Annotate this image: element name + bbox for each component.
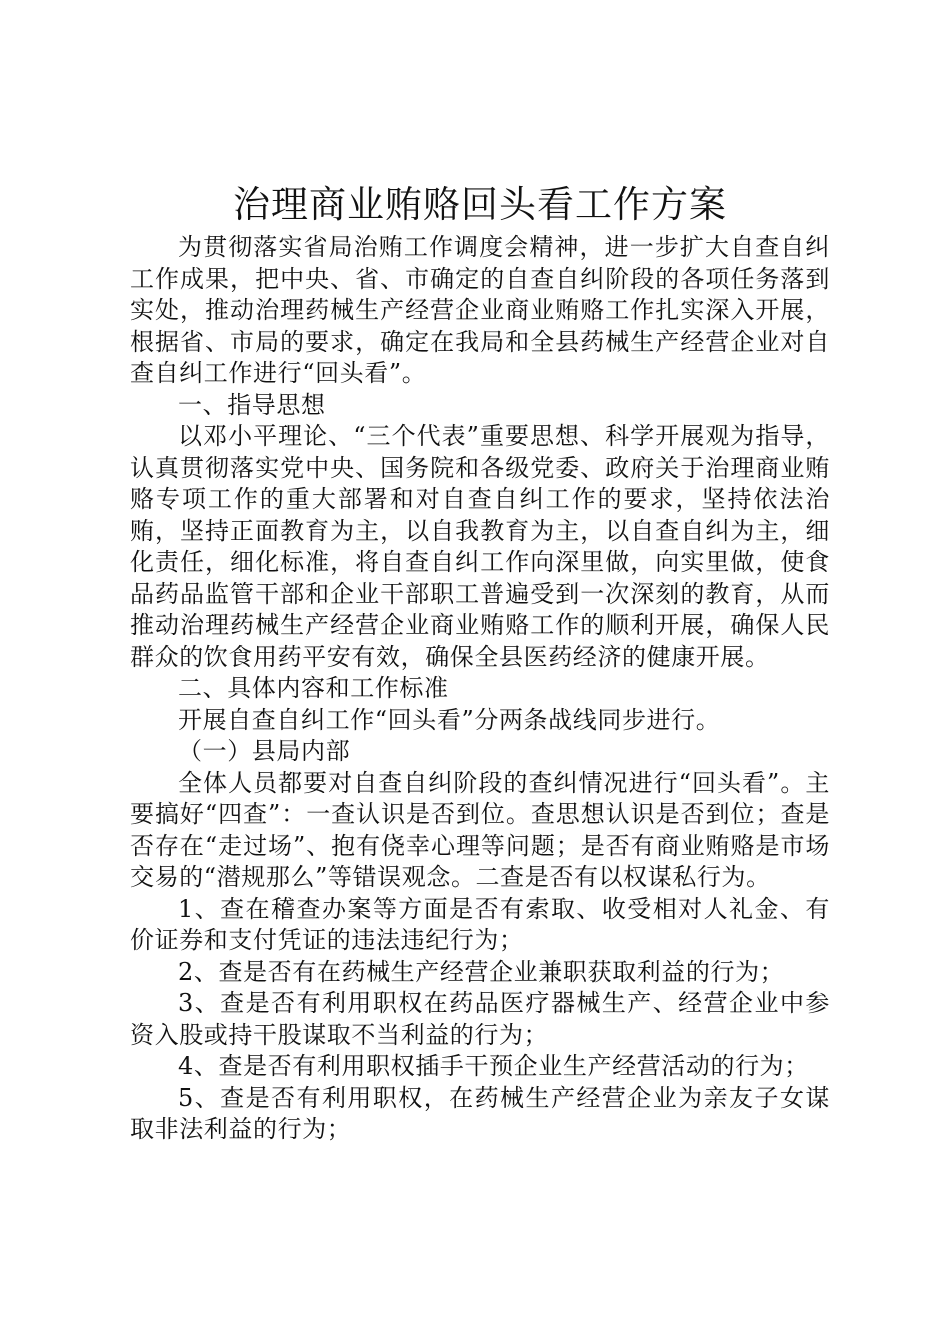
- paragraph-four-checks: 全体人员都要对自查自纠阶段的查纠情况进行“回头看”。主要搞好“四查”：一查认识是否到位。查思想认识是否到位；查是否存在“走过场”、抱有侥幸心理等问题；是否有商业贿赂是市场交易的“潜规那么”等错误观念。二查是否有以权谋私行为。: [130, 768, 830, 891]
- list-item-1: 1、查在稽查办案等方面是否有索取、收受相对人礼金、有价证券和支付凭证的违法违纪行为；: [130, 894, 830, 954]
- heading-content-standards: 二、具体内容和工作标准: [178, 674, 449, 702]
- list-item-3: 3、查是否有利用职权在药品医疗器械生产、经营企业中参资入股或持干股谋取不当利益的行为；: [130, 989, 830, 1049]
- document-title: 治理商业贿赂回头看工作方案: [233, 183, 727, 226]
- document-page: [130, 180, 830, 1146]
- list-item-4: 4、查是否有利用职权插手干预企业生产经营活动的行为；: [178, 1052, 809, 1080]
- list-item-2: 2、查是否有在药械生产经营企业兼职获取利益的行为；: [178, 957, 785, 986]
- paragraph-intro: 为贯彻落实省局治贿工作调度会精神，进一步扩大自查自纠工作成果，把中央、省、市确定的自查自纠阶段的各项任务落到实处，推动治理药械生产经营企业商业贿赂工作扎实深入开展，根据省、市局的要求，确定在我局和全县药械生产经营企业对自查自纠工作进行“回头看”。: [130, 233, 830, 387]
- heading-guiding-thought: 一、指导思想: [178, 390, 326, 419]
- list-item-5: 5、查是否有利用职权，在药械生产经营企业为亲友子女谋取非法利益的行为；: [130, 1083, 830, 1143]
- paragraph-two-lines: 开展自查自纠工作“回头看”分两条战线同步进行。: [178, 705, 721, 734]
- heading-county-bureau-internal: （一）县局内部: [178, 737, 351, 765]
- paragraph-guiding-thought: 以邓小平理论、“三个代表”重要思想、科学开展观为指导，认真贯彻落实党中央、国务院和各级党委、政府关于治理商业贿赂专项工作的重大部署和对自查自纠工作的要求，坚持依法治贿，坚持正面教育为主，以自我教育为主，以自查自纠为主，细化责任，细化标准，将自查自纠工作向深里做，向实里做，使食品药品监管干部和企业干部职工普遍受到一次深刻的教育，从而推动治理药械生产经营企业商业贿赂工作的顺利开展，确保人民群众的饮食用药平安有效，确保全县医药经济的健康开展。: [130, 422, 830, 671]
